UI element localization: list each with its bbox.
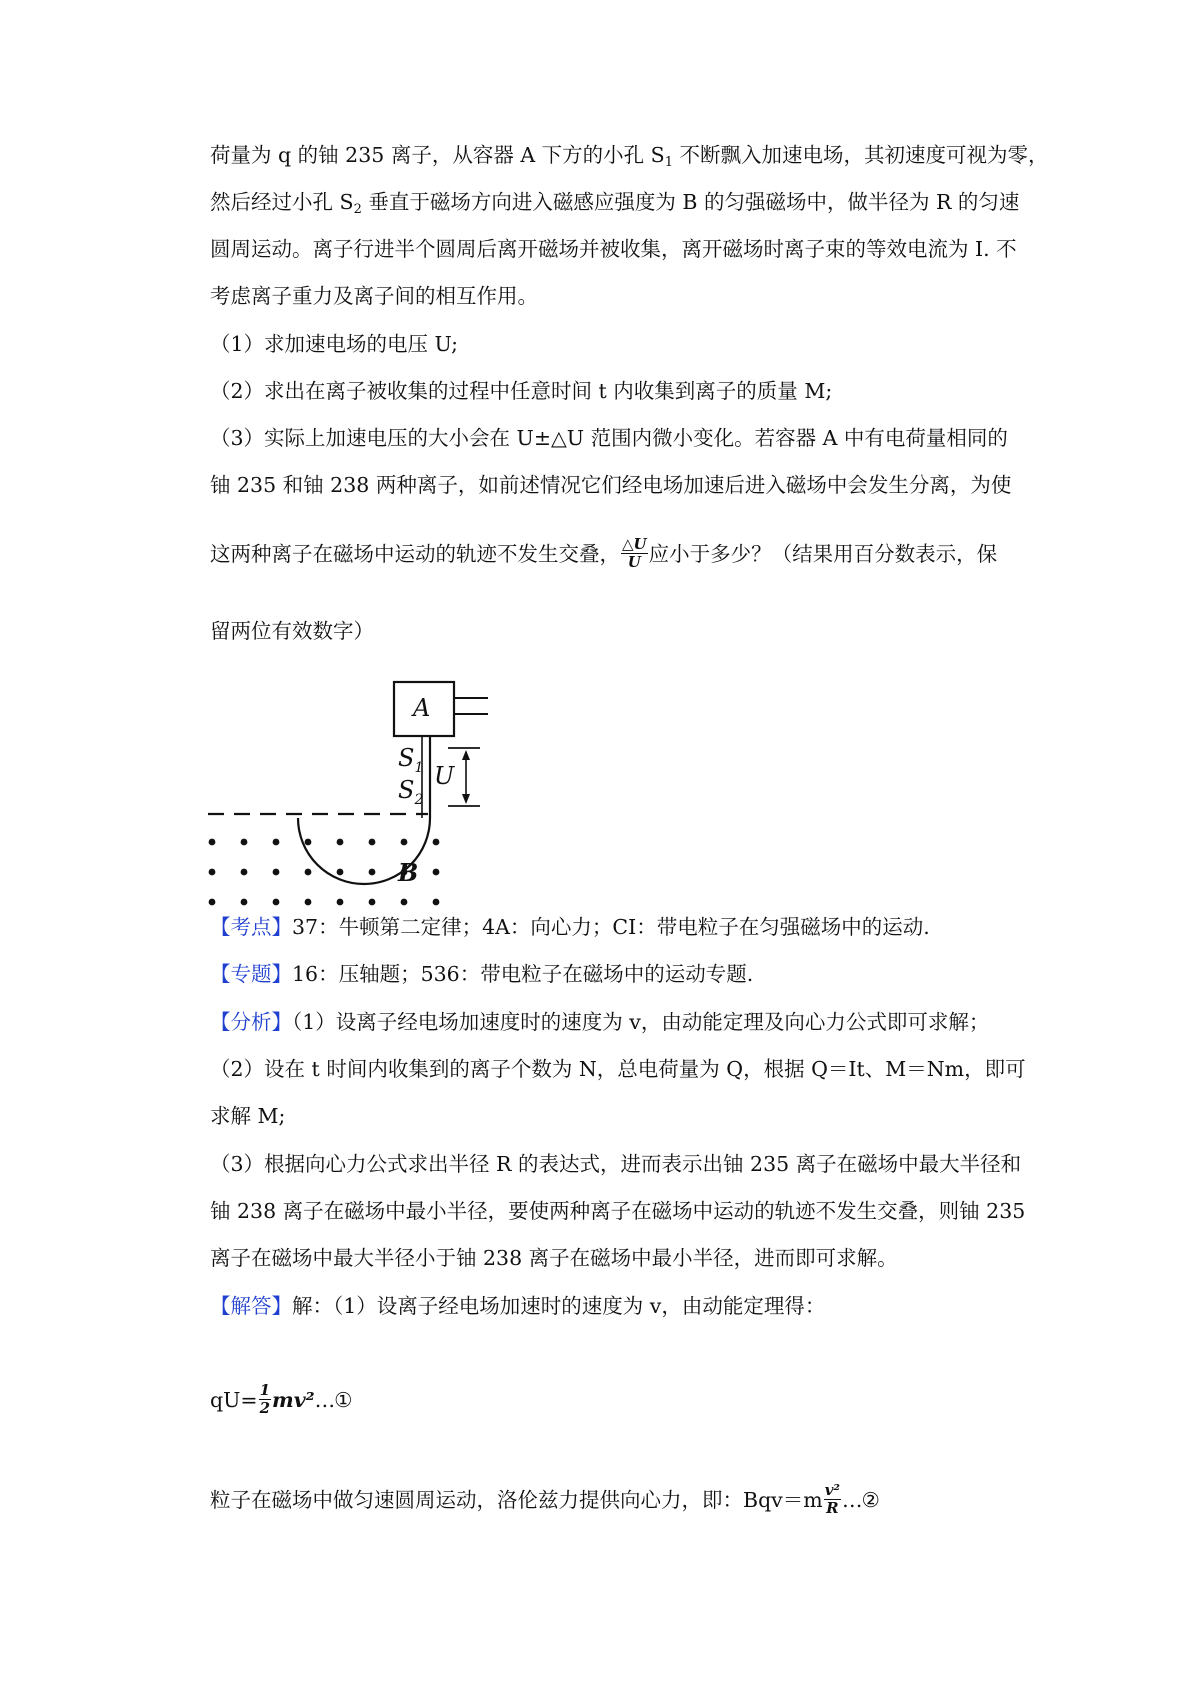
mass-spectrometer-figure bbox=[208, 668, 488, 908]
zhuanti-tag: 【专题】 bbox=[210, 962, 292, 986]
label-s1: $S_1$ bbox=[398, 744, 424, 776]
kaodian-line: 【考点】37：牛顿第二定律；4A：向心力；CI：带电粒子在匀强磁场中的运动. bbox=[210, 915, 930, 939]
problem-line-3: 圆周运动。离子行进半个圆周后离开磁场并被收集，离开磁场时离子束的等效电流为 I. 不 bbox=[210, 237, 1017, 261]
question-3-line-3: 这两种离子在磁场中运动的轨迹不发生交叠， $\frac{\triangle U}{U}$ 应小于多少？（结果用百分数表示，保 bbox=[210, 535, 998, 571]
v2-over-r-fraction: $\frac{\text{v²}}{R}$ bbox=[824, 1481, 841, 1517]
label-u: U bbox=[434, 762, 455, 790]
fenxi-line-3: 求解 M; bbox=[210, 1104, 286, 1128]
jieda-tag: 【解答】 bbox=[210, 1294, 292, 1318]
jieda-line-1: 【解答】解：（1）设离子经电场加速时的速度为 v，由动能定理得： bbox=[210, 1294, 826, 1318]
problem-line-1: 荷量为 q 的铀 235 离子，从容器 A 下方的小孔 $S_1$ 不断飘入加速电场，其初速度可视为零， bbox=[210, 143, 1049, 170]
fenxi-line-4: （3）根据向心力公式求出半径 R 的表达式，进而表示出铀 235 离子在磁场中最大半径和 bbox=[210, 1152, 1022, 1176]
one-half-fraction: $\frac{1}{2}$ bbox=[259, 1381, 271, 1417]
label-b: B bbox=[398, 858, 419, 887]
question-2: （2）求出在离子被收集的过程中任意时间 t 内收集到离子的质量 M; bbox=[210, 379, 833, 403]
delta-u-over-u-fraction: $\frac{\triangle U}{U}$ bbox=[622, 535, 647, 571]
label-s2: $S_2$ bbox=[398, 776, 424, 808]
zhuanti-line: 【专题】16：压轴题；536：带电粒子在磁场中的运动专题. bbox=[210, 962, 754, 986]
kaodian-tag: 【考点】 bbox=[210, 915, 292, 939]
label-a: A bbox=[413, 694, 431, 722]
problem-line-4: 考虑离子重力及离子间的相互作用。 bbox=[210, 284, 538, 308]
problem-line-2: 然后经过小孔 $S_2$ 垂直于磁场方向进入磁感应强度为 B 的匀强磁场中，做半径为 R 的匀速 bbox=[210, 190, 1020, 217]
fenxi-line-1: 【分析】（1）设离子经电场加速度时的速度为 v，由动能定理及向心力公式即可求解； bbox=[210, 1010, 990, 1034]
equation-2: 粒子在磁场中做匀速圆周运动，洛伦兹力提供向心力，即：Bqv＝m $\frac{\text{v²}}{R}$ …② bbox=[210, 1481, 879, 1517]
question-1: （1）求加速电场的电压 U; bbox=[210, 332, 459, 356]
fenxi-tag: 【分析】 bbox=[210, 1010, 292, 1034]
question-3-line-4: 留两位有效数字） bbox=[210, 619, 374, 643]
equation-1: qU= $\frac{1}{2}$ mv²…① bbox=[210, 1381, 352, 1417]
question-3-line-2: 铀 235 和铀 238 两种离子，如前述情况它们经电场加速后进入磁场中会发生分离，为使 bbox=[210, 473, 1012, 497]
fenxi-line-5: 铀 238 离子在磁场中最小半径，要使两种离子在磁场中运动的轨迹不发生交叠，则铀 235 bbox=[210, 1199, 1026, 1223]
fenxi-line-6: 离子在磁场中最大半径小于铀 238 离子在磁场中最小半径，进而即可求解。 bbox=[210, 1246, 898, 1270]
question-3-line-1: （3）实际上加速电压的大小会在 U±△U 范围内微小变化。若容器 A 中有电荷量相同的 bbox=[210, 426, 1008, 450]
fenxi-line-2: （2）设在 t 时间内收集到的离子个数为 N，总电荷量为 Q，根据 Q＝It、M＝Nm，即可 bbox=[210, 1057, 1026, 1081]
